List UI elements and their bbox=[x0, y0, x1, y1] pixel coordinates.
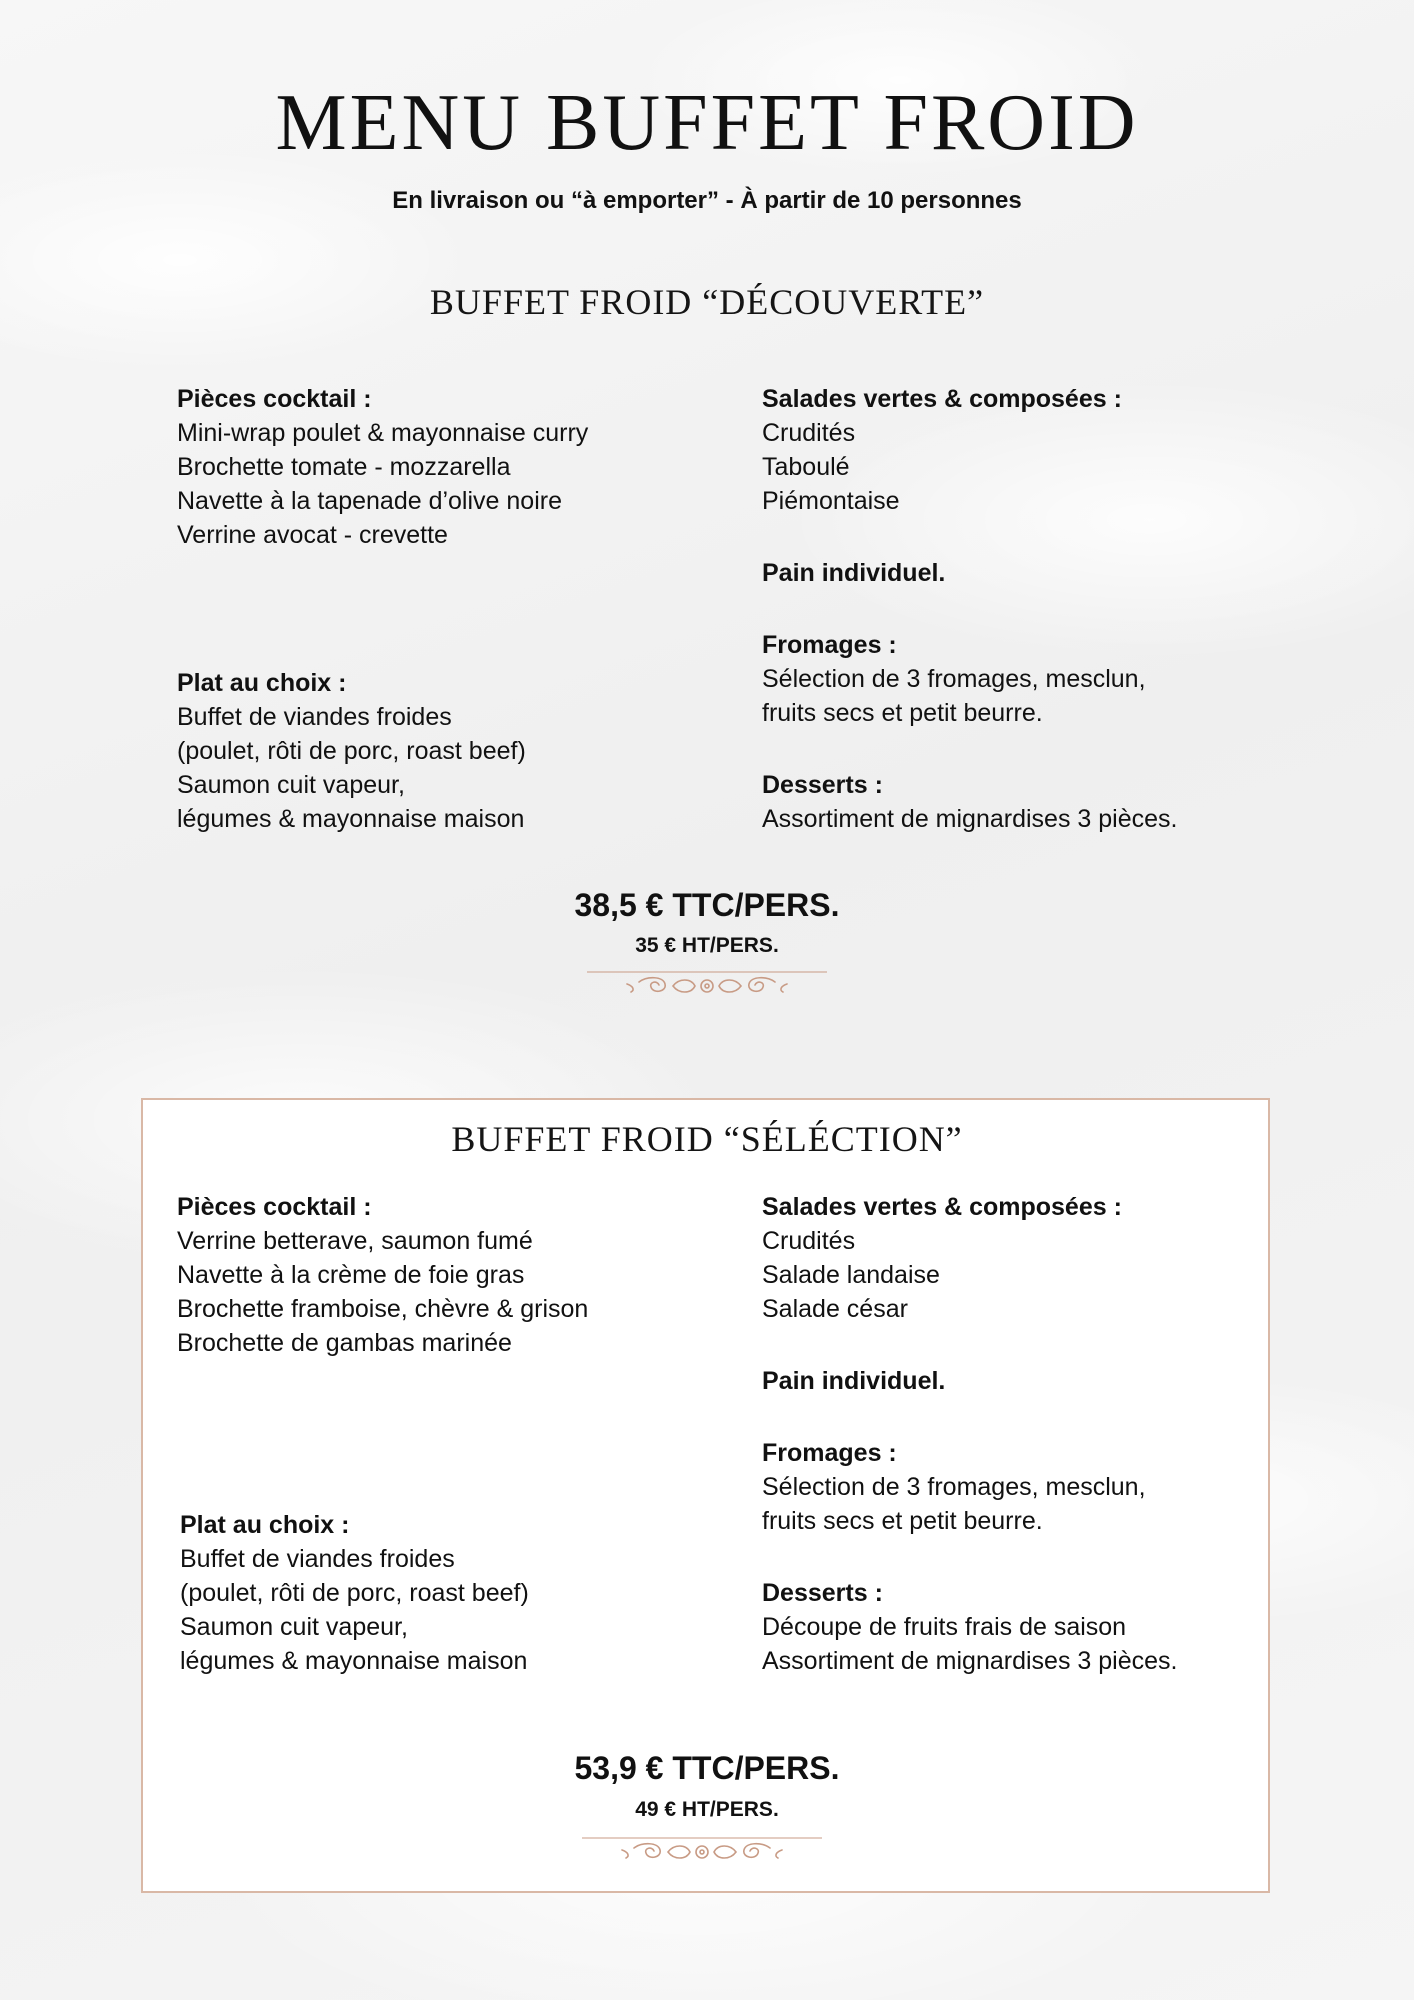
menu-item: Verrine betterave, saumon fumé bbox=[177, 1227, 533, 1255]
menu-item: Navette à la crème de foie gras bbox=[177, 1261, 525, 1289]
price-ttc: 53,9 € TTC/PERS. bbox=[574, 1750, 840, 1786]
section-heading: Pièces cocktail : bbox=[177, 1193, 372, 1221]
menu-item: fruits secs et petit beurre. bbox=[762, 699, 1043, 727]
decouverte-salades bbox=[762, 382, 1322, 518]
selection-plat bbox=[180, 1508, 740, 1678]
section-heading: Plat au choix : bbox=[180, 1511, 350, 1539]
price-ht: 49 € HT/PERS. bbox=[635, 1798, 779, 1821]
selection-pain bbox=[762, 1364, 1322, 1398]
decouverte-fromages bbox=[762, 628, 1322, 730]
section-heading: Plat au choix : bbox=[177, 669, 347, 697]
menu-item: Taboulé bbox=[762, 453, 850, 481]
section-heading: Salades vertes & composées : bbox=[762, 1193, 1122, 1221]
menu-item: Brochette tomate - mozzarella bbox=[177, 453, 511, 481]
menu-item: Buffet de viandes froides bbox=[177, 703, 452, 731]
menu-item: (poulet, rôti de porc, roast beef) bbox=[177, 737, 526, 765]
section-heading: Desserts : bbox=[762, 1579, 883, 1607]
menu-item: légumes & mayonnaise maison bbox=[177, 805, 525, 833]
section-heading: Pièces cocktail : bbox=[177, 385, 372, 413]
page-subtitle: En livraison ou “à emporter” - À partir de 10 personnes bbox=[392, 187, 1022, 214]
selection-cocktail bbox=[177, 1190, 737, 1360]
menu-item: Verrine avocat - crevette bbox=[177, 521, 448, 549]
menu-item: Découpe de fruits frais de saison bbox=[762, 1613, 1127, 1641]
menu-item: Assortiment de mignardises 3 pièces. bbox=[762, 805, 1178, 833]
price-ht: 35 € HT/PERS. bbox=[635, 934, 779, 957]
menu-item: Salade césar bbox=[762, 1295, 908, 1323]
section-heading: Salades vertes & composées : bbox=[762, 385, 1122, 413]
decouverte-plat bbox=[177, 666, 737, 836]
section-heading: Pain individuel. bbox=[762, 1367, 946, 1395]
section-heading: Pain individuel. bbox=[762, 559, 946, 587]
menu-item: Navette à la tapenade d’olive noire bbox=[177, 487, 562, 515]
selection-fromages bbox=[762, 1436, 1322, 1538]
decouverte-pain bbox=[762, 556, 1322, 590]
selection-title: BUFFET FROID “SÉLÉCTION” bbox=[451, 1119, 963, 1159]
menu-item: légumes & mayonnaise maison bbox=[180, 1647, 528, 1675]
decouverte-cocktail bbox=[177, 382, 737, 552]
menu-item: Assortiment de mignardises 3 pièces. bbox=[762, 1647, 1178, 1675]
decouverte-desserts bbox=[762, 768, 1322, 836]
menu-item: Buffet de viandes froides bbox=[180, 1545, 455, 1573]
menu-item: Saumon cuit vapeur, bbox=[177, 771, 405, 799]
page-title: MENU BUFFET FROID bbox=[275, 79, 1139, 167]
section-heading: Fromages : bbox=[762, 1439, 897, 1467]
decouverte-title: BUFFET FROID “DÉCOUVERTE” bbox=[429, 282, 985, 322]
scroll-ornament-icon bbox=[582, 1832, 822, 1872]
menu-item: Sélection de 3 fromages, mesclun, bbox=[762, 1473, 1146, 1501]
selection-desserts bbox=[762, 1576, 1322, 1678]
menu-item: Salade landaise bbox=[762, 1261, 940, 1289]
menu-item: Saumon cuit vapeur, bbox=[180, 1613, 408, 1641]
menu-item: (poulet, rôti de porc, roast beef) bbox=[180, 1579, 529, 1607]
scroll-ornament-icon bbox=[587, 966, 827, 1006]
menu-item: Crudités bbox=[762, 419, 856, 447]
menu-item: Brochette de gambas marinée bbox=[177, 1329, 512, 1357]
price-ttc: 38,5 € TTC/PERS. bbox=[574, 887, 840, 923]
selection-salades bbox=[762, 1190, 1322, 1326]
menu-item: Sélection de 3 fromages, mesclun, bbox=[762, 665, 1146, 693]
section-heading: Fromages : bbox=[762, 631, 897, 659]
menu-item: Mini-wrap poulet & mayonnaise curry bbox=[177, 419, 589, 447]
section-heading: Desserts : bbox=[762, 771, 883, 799]
menu-item: Crudités bbox=[762, 1227, 856, 1255]
menu-item: fruits secs et petit beurre. bbox=[762, 1507, 1043, 1535]
menu-item: Piémontaise bbox=[762, 487, 900, 515]
menu-item: Brochette framboise, chèvre & grison bbox=[177, 1295, 589, 1323]
